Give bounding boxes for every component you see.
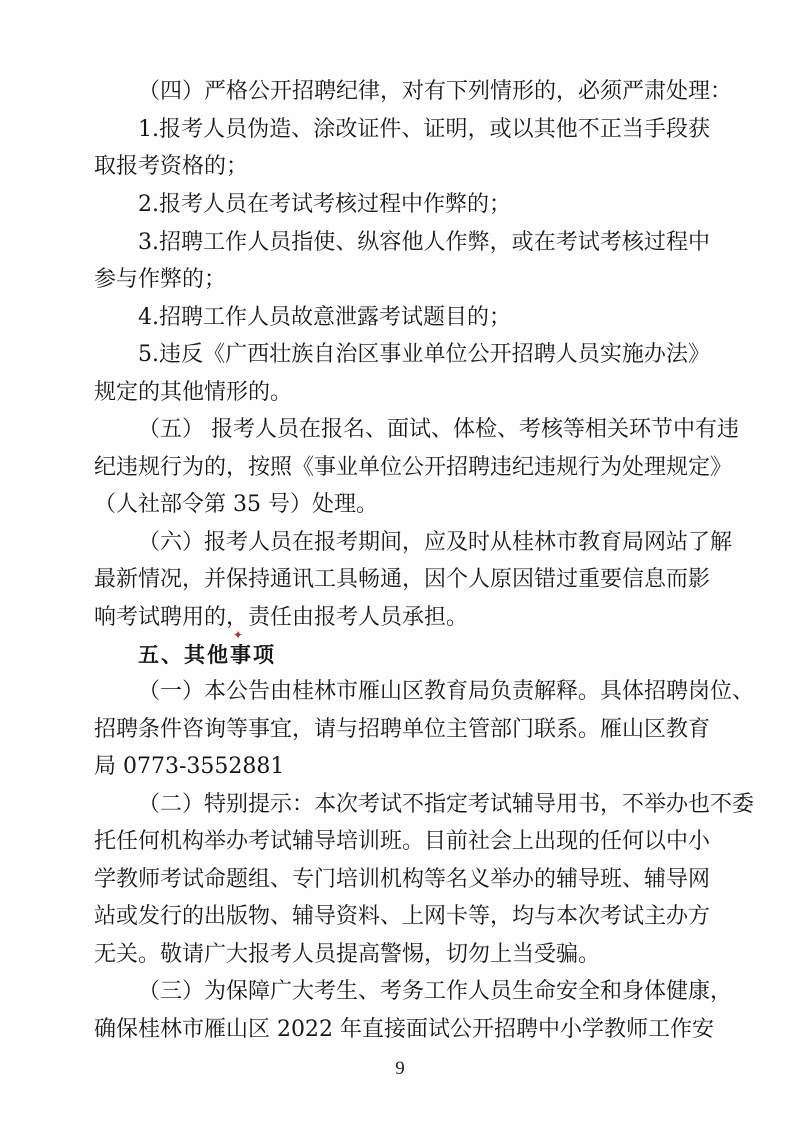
other-1-line-1: （一）本公告由桂林市雁山区教育局负责解释。具体招聘岗位、 (138, 679, 755, 704)
paragraph-6-line-1: （六）报考人员在报考期间，应及时从桂林市教育局网站了解 (138, 530, 733, 555)
page-number: 9 (395, 1058, 405, 1079)
other-2-line-1: （二）特别提示：本次考试不指定考试辅导用书，不举办也不委 (138, 792, 755, 817)
paragraph-5-line-1: （五） 报考人员在报名、面试、体检、考核等相关环节中有违 (138, 417, 739, 442)
item-1-line-1: 1.报考人员伪造、涂改证件、证明，或以其他不正当手段获 (138, 117, 710, 142)
item-1-line-2: 取报考资格的； (94, 154, 249, 179)
other-2-line-5: 无关。敬请广大报考人员提高警惕，切勿上当受骗。 (94, 942, 601, 967)
section-heading-other-matters: 五、其他事项 (138, 643, 276, 667)
paragraph-6-line-3: 响考试聘用的，责任由报考人员承担。 (94, 605, 469, 630)
paragraph-6-line-2: 最新情况，并保持通讯工具畅通，因个人原因错过重要信息而影 (94, 567, 711, 592)
other-2-line-2: 托任何机构举办考试辅导培训班。目前社会上出现的任何以中小 (94, 829, 711, 854)
item-4: 4.招聘工作人员故意泄露考试题目的； (138, 305, 511, 330)
item-5-line-1: 5.违反《广西壮族自治区事业单位公开招聘人员实施办法》 (138, 342, 710, 367)
item-3-line-2: 参与作弊的； (94, 267, 227, 292)
other-1-line-3: 局 0773-3552881 (94, 754, 285, 779)
paragraph-4-intro: （四）严格公开招聘纪律，对有下列情形的，必须严肃处理： (138, 79, 733, 104)
item-2: 2.报考人员在考试考核过程中作弊的； (138, 192, 511, 217)
other-3-line-2: 确保桂林市雁山区 2022 年直接面试公开招聘中小学教师工作安 (94, 1017, 714, 1042)
other-3-line-1: （三）为保障广大考生、考务工作人员生命安全和身体健康， (138, 979, 733, 1004)
red-ink-mark-icon: ✦ (233, 628, 244, 642)
other-1-line-2: 招聘条件咨询等事宜，请与招聘单位主管部门联系。雁山区教育 (94, 717, 711, 742)
item-3-line-1: 3.招聘工作人员指使、纵容他人作弊，或在考试考核过程中 (138, 230, 710, 255)
item-5-line-2: 规定的其他情形的。 (94, 380, 293, 405)
paragraph-5-line-2: 纪违规行为的，按照《事业单位公开招聘违纪违规行为处理规定》 (94, 455, 733, 480)
other-2-line-4: 站或发行的出版物、辅导资料、上网卡等，均与本次考试主办方 (94, 904, 711, 929)
paragraph-5-line-3: （人社部令第 35 号）处理。 (94, 492, 378, 517)
other-2-line-3: 学教师考试命题组、专门培训机构等名义举办的辅导班、辅导网 (94, 867, 711, 892)
